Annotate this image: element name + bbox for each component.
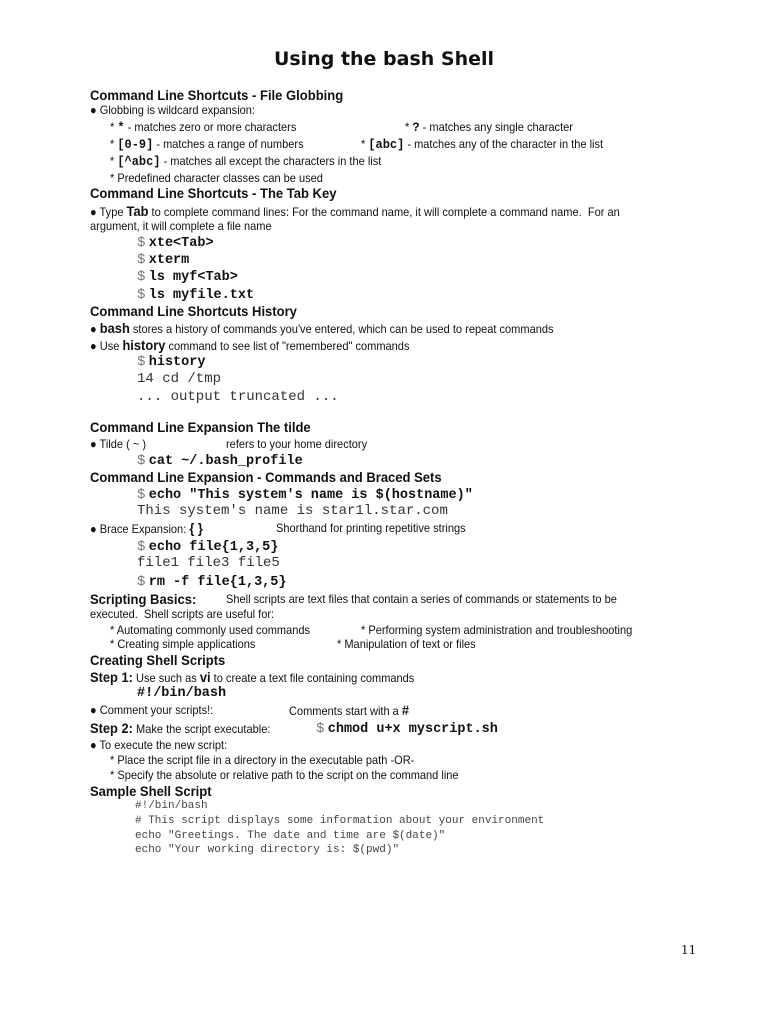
- glob-neg-text: - matches all except the characters in the list: [160, 154, 382, 168]
- command-line: [137, 452, 303, 470]
- code-line: echo "Your working directory is: $(pwd)": [135, 844, 400, 856]
- step-1-post: to create a text file containing commands: [210, 671, 415, 685]
- command: chmod u+x myscript.sh: [327, 722, 498, 737]
- tab-post: to complete command lines: For the command name, it will complete a command name. For an: [148, 205, 620, 219]
- basics-use: * Manipulation of text or files: [337, 637, 476, 651]
- prompt: $: [137, 269, 146, 285]
- prompt: $: [137, 453, 146, 469]
- glob-q-text: - matches any single character: [419, 120, 573, 134]
- comment-desc-text: Comments start with a: [289, 704, 402, 718]
- prompt: $: [137, 252, 146, 268]
- section-heading-basics: Scripting Basics:: [90, 591, 197, 607]
- history-b2-pre: ● Use: [90, 339, 123, 353]
- tilde-label: ● Tilde ( ~ ): [90, 437, 147, 451]
- history-b1-text: stores a history of commands you've entered, which can be used to repeat commands: [129, 322, 554, 336]
- comment-desc: [289, 702, 409, 719]
- prompt: $: [137, 287, 146, 303]
- glob-star-text: - matches zero or more characters: [124, 120, 297, 134]
- command-line: [137, 268, 238, 286]
- command-line: [137, 251, 189, 269]
- code-line: #!/bin/bash: [135, 800, 208, 812]
- glob-star: * * - matches zero or more characters: [110, 120, 297, 135]
- command: xterm: [148, 253, 190, 268]
- command-output: ... output truncated ...: [137, 389, 339, 405]
- glob-list-sym: [abc]: [368, 137, 405, 152]
- step-1: [90, 669, 414, 686]
- hash-sym: #: [401, 702, 410, 718]
- section-heading-creating: Creating Shell Scripts: [90, 652, 226, 668]
- glob-negate: * [^abc] - matches all except the characters in the list: [110, 154, 382, 169]
- command-output: 14 cd /tmp: [137, 371, 222, 387]
- step-1-label: Step 1:: [90, 669, 133, 685]
- globbing-intro: ● Globbing is wildcard expansion:: [90, 103, 255, 117]
- brace-desc: Shorthand for printing repetitive strings: [276, 521, 466, 535]
- brace-label-text: ● Brace Expansion:: [90, 522, 190, 536]
- exec-option: * Specify the absolute or relative path to the script on the command line: [110, 768, 459, 782]
- command-line: [137, 234, 214, 252]
- command-line: [316, 720, 498, 738]
- command: rm -f file{1,3,5}: [148, 575, 287, 590]
- code-line: echo "Greetings. The date and time are $(date)": [135, 830, 446, 842]
- section-heading-tab: Command Line Shortcuts - The Tab Key: [90, 185, 337, 201]
- glob-list-text: - matches any of the character in the list: [404, 137, 604, 151]
- history-b2-text: command to see list of "remembered" commands: [165, 339, 410, 353]
- command-line: [137, 538, 278, 556]
- command-line: [137, 486, 473, 504]
- command-line: [137, 573, 286, 591]
- command: echo "This system's name is $(hostname)": [148, 488, 473, 503]
- step-2-text: Make the script executable:: [132, 722, 271, 736]
- step-2: [90, 720, 270, 737]
- history-bullet-2: [90, 337, 409, 354]
- page-number: 11: [681, 943, 697, 957]
- prompt: $: [137, 487, 146, 503]
- command-output: file1 file3 file5: [137, 555, 280, 571]
- section-heading-sample: Sample Shell Script: [90, 783, 212, 799]
- prompt: $: [137, 574, 146, 590]
- glob-q-sym: ?: [412, 120, 420, 135]
- command-output: This system's name is star1l.star.com: [137, 503, 448, 519]
- comment-label: ● Comment your scripts!:: [90, 703, 214, 717]
- exec-option: * Place the script file in a directory in the executable path -OR-: [110, 753, 415, 767]
- tab-key: Tab: [126, 203, 149, 219]
- basics-use: * Creating simple applications: [110, 637, 256, 651]
- glob-predefined: * Predefined character classes can be used: [110, 171, 323, 185]
- glob-question: * ? - matches any single character: [405, 120, 573, 135]
- exec-intro: ● To execute the new script:: [90, 738, 228, 752]
- basics-use: * Performing system administration and troubleshooting: [361, 623, 633, 637]
- tab-desc-line2: argument, it will complete a file name: [90, 219, 272, 233]
- command: ls myf<Tab>: [148, 270, 238, 285]
- glob-neg-sym: [^abc]: [117, 154, 161, 169]
- prompt: $: [137, 235, 146, 251]
- shebang: #!/bin/bash: [137, 686, 227, 701]
- prompt: $: [316, 721, 325, 737]
- brace-sym: { }: [189, 520, 203, 536]
- page-title: Using the bash Shell: [273, 48, 495, 70]
- step-2-label: Step 2:: [90, 720, 133, 736]
- glob-range: * [0-9] - matches a range of numbers: [110, 137, 304, 152]
- tab-pre: ● Type: [90, 205, 127, 219]
- bash-key: bash: [99, 320, 130, 336]
- section-heading-globbing: Command Line Shortcuts - File Globbing: [90, 87, 344, 103]
- section-heading-history: Command Line Shortcuts History: [90, 303, 297, 319]
- command: cat ~/.bash_profile: [148, 454, 303, 469]
- section-heading-tilde: Command Line Expansion The tilde: [90, 419, 311, 435]
- command-line: [137, 353, 205, 371]
- command: history: [148, 355, 206, 370]
- history-key: history: [122, 337, 166, 353]
- prompt: $: [137, 354, 146, 370]
- history-bullet-1: ● bash stores a history of commands you've entered, which can be used to repeat commands: [90, 320, 554, 336]
- step-1-pre: Use such as: [132, 671, 200, 685]
- command: echo file{1,3,5}: [148, 540, 279, 555]
- tilde-desc: refers to your home directory: [226, 437, 368, 451]
- vi-key: vi: [199, 669, 211, 685]
- command: xte<Tab>: [148, 236, 214, 251]
- glob-range-text: - matches a range of numbers: [153, 137, 304, 151]
- basics-text: Shell scripts are text files that contain a series of commands or statements to be: [226, 592, 617, 606]
- glob-range-sym: [0-9]: [117, 137, 154, 152]
- section-heading-braced: Command Line Expansion - Commands and Braced Sets: [90, 469, 442, 485]
- code-line: # This script displays some information about your environment: [135, 815, 545, 827]
- basics-line2: executed. Shell scripts are useful for:: [90, 607, 275, 621]
- glob-list: * [abc] - matches any of the character in the list: [361, 137, 604, 152]
- brace-label: [90, 520, 203, 537]
- command: ls myfile.txt: [148, 288, 255, 303]
- command-line: [137, 286, 254, 304]
- glob-star-sym: *: [117, 120, 125, 135]
- prompt: $: [137, 539, 146, 555]
- basics-use: * Automating commonly used commands: [110, 623, 311, 637]
